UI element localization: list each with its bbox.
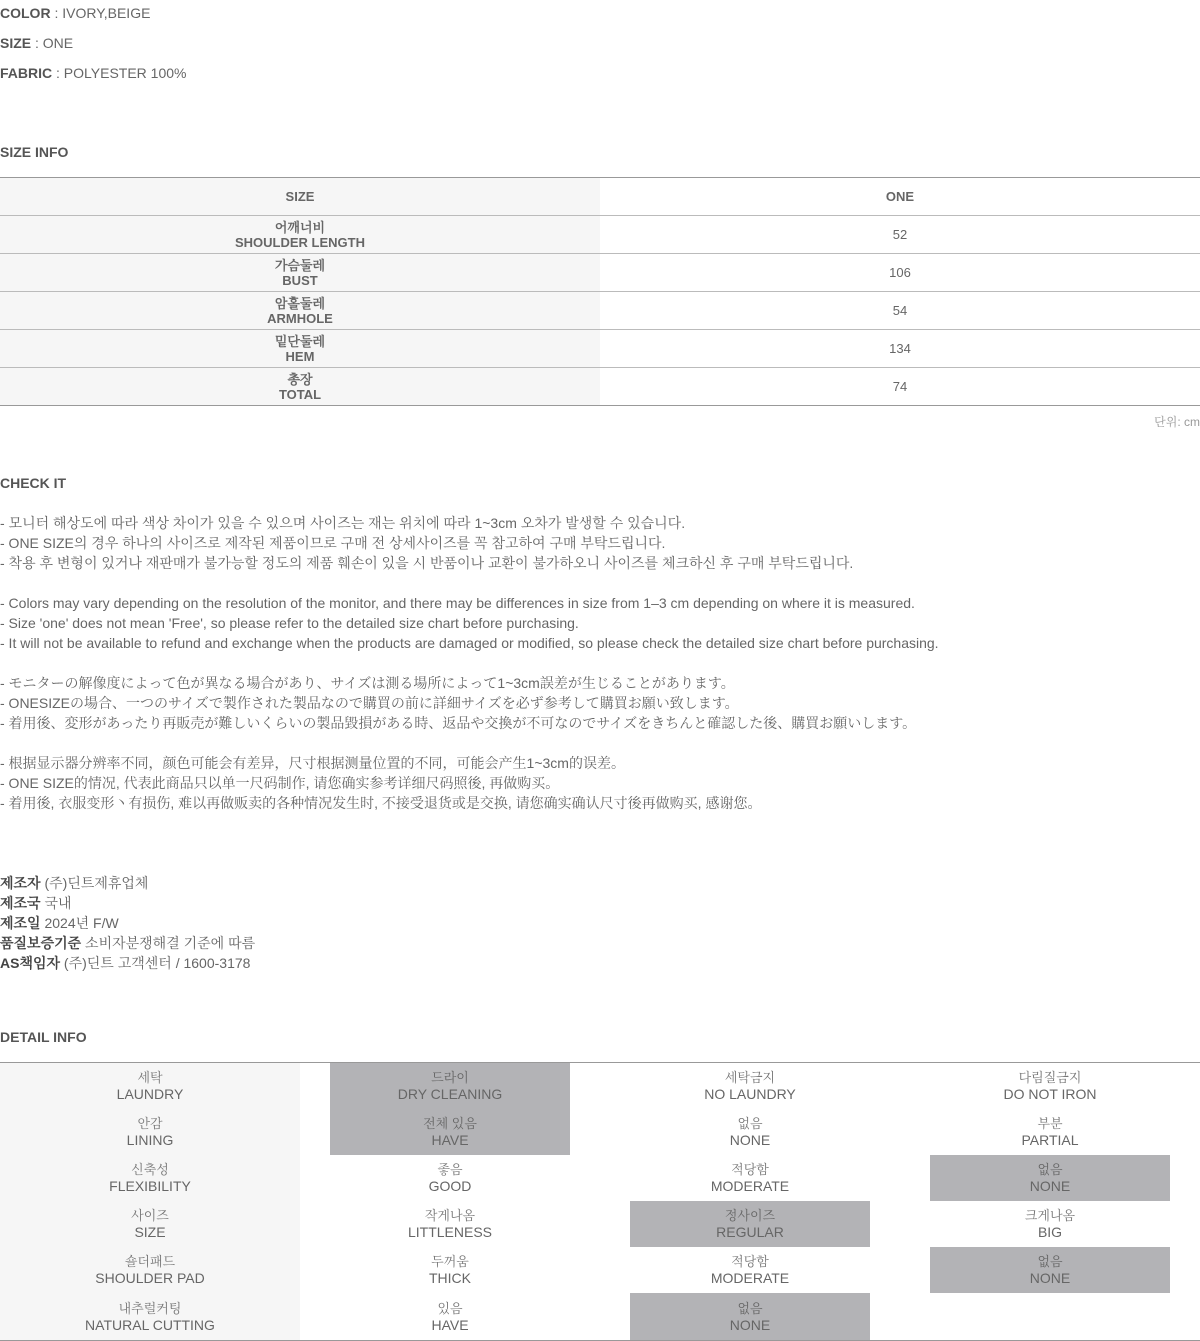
- detail-option-ko: 없음: [1037, 1162, 1063, 1177]
- detail-label-ko: 신축성: [131, 1162, 169, 1177]
- size-row-label: [0, 254, 600, 291]
- detail-label-en: SHOULDER PAD: [95, 1270, 205, 1286]
- detail-option-en: DRY CLEANING: [397, 1086, 503, 1102]
- detail-row-label: [0, 1247, 300, 1293]
- detail-option-selected: [330, 1109, 570, 1155]
- check-line: - 着用後、変形があったり再販売が難しいくらいの製品毀損がある時、返品や交換が不可なのでサイズをきちんと確認した後、購買お願いします。: [0, 715, 917, 731]
- detail-option-en: NONE: [1029, 1270, 1071, 1286]
- detail-row-label: [0, 1201, 300, 1247]
- maker-info-line: [0, 933, 255, 953]
- check-line: - ONE SIZE의 경우 하나의 사이즈로 제작된 제품이므로 구매 전 상세사이즈를 꼭 참고하여 구매 부탁드립니다.: [0, 535, 666, 551]
- check-it-title: CHECK IT: [0, 475, 67, 491]
- detail-option-selected: [930, 1247, 1170, 1293]
- detail-option-en: NO LAUNDRY: [704, 1086, 796, 1102]
- detail-option-ko: 좋음: [437, 1162, 463, 1177]
- detail-option-ko: 부분: [1037, 1116, 1063, 1131]
- check-line: - ONESIZEの場合、一つのサイズで製作された製品なので購買の前に詳細サイズを必ず参考して購買お願い致します。: [0, 695, 739, 711]
- detail-option-ko: 정사이즈: [724, 1208, 776, 1223]
- size-table-row: [0, 216, 1200, 254]
- detail-label-en: NATURAL CUTTING: [85, 1316, 215, 1333]
- size-row-label-en: ARMHOLE: [267, 310, 333, 326]
- detail-option: [930, 1201, 1170, 1247]
- spec-key: COLOR: [0, 5, 51, 21]
- detail-option-en: HAVE: [431, 1132, 469, 1148]
- maker-info-value: 국내: [44, 895, 72, 911]
- detail-option: [930, 1063, 1170, 1109]
- detail-option-en: NONE: [729, 1132, 771, 1148]
- size-row-label-en: SHOULDER LENGTH: [235, 234, 365, 250]
- detail-option-en: HAVE: [431, 1316, 469, 1333]
- detail-label-en: FLEXIBILITY: [109, 1178, 191, 1194]
- maker-info-key: 제조자: [0, 875, 41, 891]
- detail-label-ko: 내추럴커팅: [118, 1300, 182, 1316]
- detail-option-selected: [330, 1063, 570, 1109]
- check-line: - Size 'one' does not mean 'Free', so please refer to the detailed size chart before purchasing.: [0, 615, 579, 631]
- detail-option-ko: 다림질금지: [1018, 1070, 1082, 1085]
- detail-option-ko: 적당함: [731, 1162, 769, 1177]
- maker-info-line: [0, 893, 255, 913]
- check-line: - ONE SIZE的情况, 代表此商品只以单一尺码制作, 请您确实参考详细尺码照後, 再做购买。: [0, 775, 560, 791]
- detail-option-ko: 드라이: [431, 1070, 469, 1085]
- detail-option-ko: 세탁금지: [724, 1070, 776, 1085]
- detail-option-ko: 전체 있음: [423, 1116, 477, 1131]
- spec-value: POLYESTER 100%: [63, 65, 187, 81]
- detail-row-label: [0, 1109, 300, 1155]
- size-row-label-ko: 가슴둘레: [274, 257, 326, 273]
- detail-label-ko: 세탁: [137, 1070, 163, 1085]
- detail-option-ko: 크게나옴: [1024, 1208, 1076, 1223]
- spec-value: ONE: [42, 35, 74, 51]
- maker-info-line: [0, 913, 255, 933]
- maker-info-value: (주)딘트제휴업체: [44, 875, 149, 891]
- maker-info-key: 품질보증기준: [0, 935, 82, 951]
- check-line: - Colors may vary depending on the resolution of the monitor, and there may be differences in size from 1–3 cm depending on where it is measured.: [0, 595, 915, 611]
- size-row-value: 54: [892, 303, 908, 318]
- size-table-row: [0, 254, 1200, 292]
- maker-info-key: AS책임자: [0, 955, 61, 971]
- size-table-row: [0, 292, 1200, 330]
- detail-option-en: GOOD: [428, 1178, 472, 1194]
- spec-value: IVORY,BEIGE: [62, 5, 151, 21]
- detail-row-label: [0, 1063, 300, 1109]
- size-row-label: [0, 368, 600, 405]
- size-table: [0, 177, 1200, 406]
- check-line: - 根据显示器分辨率不同，颜色可能会有差异，尺寸根据测量位置的不同，可能会产生1~3cm的误差。: [0, 755, 625, 771]
- detail-option-selected: [630, 1293, 870, 1340]
- maker-info-value: 2024년 F/W: [44, 915, 119, 931]
- detail-option: [630, 1063, 870, 1109]
- maker-info-key: 제조국: [0, 895, 41, 911]
- check-line-spacer: [0, 573, 1200, 593]
- detail-grid: [0, 1062, 1200, 1341]
- detail-option: [930, 1109, 1170, 1155]
- size-table-header: [0, 178, 1200, 216]
- size-table-row: [0, 330, 1200, 368]
- detail-option-ko: 적당함: [731, 1254, 769, 1269]
- spec-size: SIZE : ONE: [0, 35, 74, 51]
- maker-info-key: 제조일: [0, 915, 41, 931]
- spec-key: FABRIC: [0, 65, 53, 81]
- check-line: - It will not be available to refund and exchange when the products are damaged or modified, so please check the detailed size chart before purchasing.: [0, 635, 939, 651]
- size-row-value: 134: [889, 341, 911, 356]
- detail-option: [630, 1247, 870, 1293]
- detail-info-title: DETAIL INFO: [0, 1029, 87, 1045]
- spec-color: COLOR : IVORY,BEIGE: [0, 5, 151, 21]
- size-row-label-ko: 암홀둘레: [274, 295, 326, 311]
- maker-info-value: 소비자분쟁해결 기준에 따름: [85, 935, 256, 951]
- check-line-spacer: [0, 733, 1200, 753]
- detail-label-en: LINING: [126, 1132, 174, 1148]
- detail-option-en: NONE: [1029, 1178, 1071, 1194]
- size-header-label: SIZE: [0, 178, 600, 215]
- size-row-label: [0, 216, 600, 253]
- size-row-label-ko: 밑단둘레: [274, 333, 326, 349]
- detail-option: [630, 1109, 870, 1155]
- size-row-label-en: BUST: [282, 272, 318, 288]
- size-row-value: 106: [889, 265, 911, 280]
- size-row-label: [0, 330, 600, 367]
- check-line: - モニターの解像度によって色が異なる場合があり、サイズは測る場所によって1~3cm誤差が生じることがあります。: [0, 675, 735, 691]
- detail-row-label: [0, 1293, 300, 1340]
- detail-option-ko: 작게나옴: [424, 1208, 476, 1223]
- spec-key: SIZE: [0, 35, 32, 51]
- detail-option-en: MODERATE: [710, 1270, 790, 1286]
- maker-info-value: (주)딘트 고객센터 / 1600-3178: [63, 955, 251, 971]
- detail-option-selected: [630, 1201, 870, 1247]
- size-row-label-en: TOTAL: [278, 386, 322, 402]
- detail-label-en: SIZE: [134, 1224, 166, 1240]
- unit-label: 단위: cm: [1154, 415, 1200, 429]
- detail-label-ko: 사이즈: [131, 1208, 169, 1223]
- detail-option-en: DO NOT IRON: [1003, 1086, 1097, 1102]
- detail-option-en: NONE: [729, 1316, 771, 1333]
- maker-info-line: [0, 873, 255, 893]
- size-row-label-ko: 총장: [287, 371, 313, 387]
- size-row-label: [0, 292, 600, 329]
- detail-option: [330, 1201, 570, 1247]
- detail-option-ko: 두꺼움: [431, 1254, 469, 1269]
- maker-info: [0, 873, 255, 973]
- maker-info-line: [0, 953, 255, 973]
- detail-option-ko: 있음: [437, 1300, 463, 1316]
- check-line: - 着用後, 衣服变形丶有损伤, 难以再做贩卖的各种情况发生时, 不接受退货或是交换, 请您确实确认尺寸後再做购买, 感谢您。: [0, 795, 762, 811]
- size-row-label-ko: 어깨너비: [274, 219, 326, 235]
- size-info-title: SIZE INFO: [0, 144, 69, 160]
- detail-option-ko: 없음: [737, 1300, 763, 1316]
- detail-option: [630, 1155, 870, 1201]
- detail-option-en: MODERATE: [710, 1178, 790, 1194]
- detail-option: [330, 1247, 570, 1293]
- size-row-label-en: HEM: [285, 348, 315, 364]
- check-it-notes: [0, 513, 1200, 813]
- size-row-value: 52: [892, 227, 908, 242]
- detail-option-ko: 없음: [737, 1116, 763, 1131]
- detail-option-en: PARTIAL: [1021, 1132, 1079, 1148]
- detail-option-en: REGULAR: [716, 1224, 784, 1240]
- size-header-value: ONE: [885, 189, 915, 204]
- size-table-row: [0, 368, 1200, 406]
- detail-option-en: THICK: [429, 1270, 471, 1286]
- check-line: - 착용 후 변형이 있거나 재판매가 불가능할 정도의 제품 훼손이 있을 시 반품이나 교환이 불가하오니 사이즈를 체크하신 후 구매 부탁드립니다.: [0, 555, 854, 571]
- detail-label-ko: 안감: [137, 1116, 163, 1131]
- detail-label-en: LAUNDRY: [116, 1086, 184, 1102]
- detail-label-ko: 숄더패드: [124, 1254, 176, 1269]
- detail-option-selected: [930, 1155, 1170, 1201]
- detail-option: [330, 1155, 570, 1201]
- check-line: - 모니터 해상도에 따라 색상 차이가 있을 수 있으며 사이즈는 재는 위치에 따라 1~3cm 오차가 발생할 수 있습니다.: [0, 515, 686, 531]
- detail-option-ko: 없음: [1037, 1254, 1063, 1269]
- check-line-spacer: [0, 653, 1200, 673]
- detail-option-en: LITTLENESS: [407, 1224, 493, 1240]
- spec-fabric: FABRIC : POLYESTER 100%: [0, 65, 187, 81]
- detail-option: [330, 1293, 570, 1340]
- detail-option-en: BIG: [1037, 1224, 1063, 1240]
- size-row-value: 74: [892, 379, 908, 394]
- detail-row-label: [0, 1155, 300, 1201]
